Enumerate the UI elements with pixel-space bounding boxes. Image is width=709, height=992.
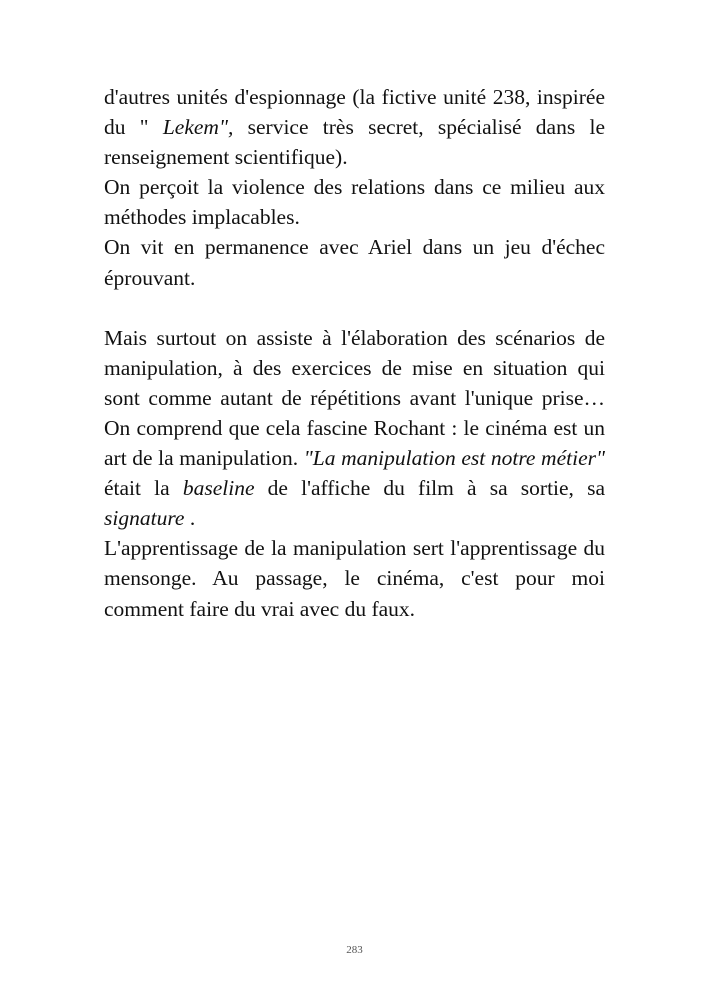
text-segment: Mais surtout on assiste à l'élaboration des scénarios de manipulation, à des exercices de mise en situation qui sont comme autant de répétitions avant l'unique prise… On comprend que cela fascine Rochant : le cinéma est un art de la manipulation. [104, 325, 605, 471]
paragraph-violence [104, 172, 605, 232]
paragraph-ariel [104, 232, 605, 292]
paragraph-gap [104, 293, 605, 323]
text-segment-italic: signature [104, 506, 185, 531]
paragraph-manipulation [104, 323, 605, 534]
text-segment: était la [104, 476, 183, 501]
paragraph-espionage-units [104, 82, 605, 172]
text-segment-italic: Lekem", [162, 115, 234, 140]
text-segment: . [184, 506, 196, 531]
text-segment: L'apprentissage de la manipulation sert l'apprentissage du mensonge. Au passage, le cinéma, c'est pour moi comment faire du vrai avec du faux. [104, 536, 605, 621]
text-segment: service très secret, spécialisé dans le renseignement scientifique). [104, 115, 605, 170]
text-segment: d'autres unités d'espionnage (la fictive unité 238, inspirée du " [104, 85, 605, 140]
text-segment-italic: baseline [182, 476, 255, 501]
text-segment-italic: "La manipulation est notre métier" [303, 446, 606, 471]
text-segment: On vit en permanence avec Ariel dans un jeu d'échec éprouvant. [104, 235, 605, 290]
page-body [104, 82, 605, 624]
page-number: 283 [346, 944, 363, 956]
text-segment: On perçoit la violence des relations dans ce milieu aux méthodes implacables. [104, 175, 605, 230]
text-segment: de l'affiche du film à sa sortie, sa [254, 476, 605, 501]
paragraph-apprenticeship [104, 533, 605, 623]
